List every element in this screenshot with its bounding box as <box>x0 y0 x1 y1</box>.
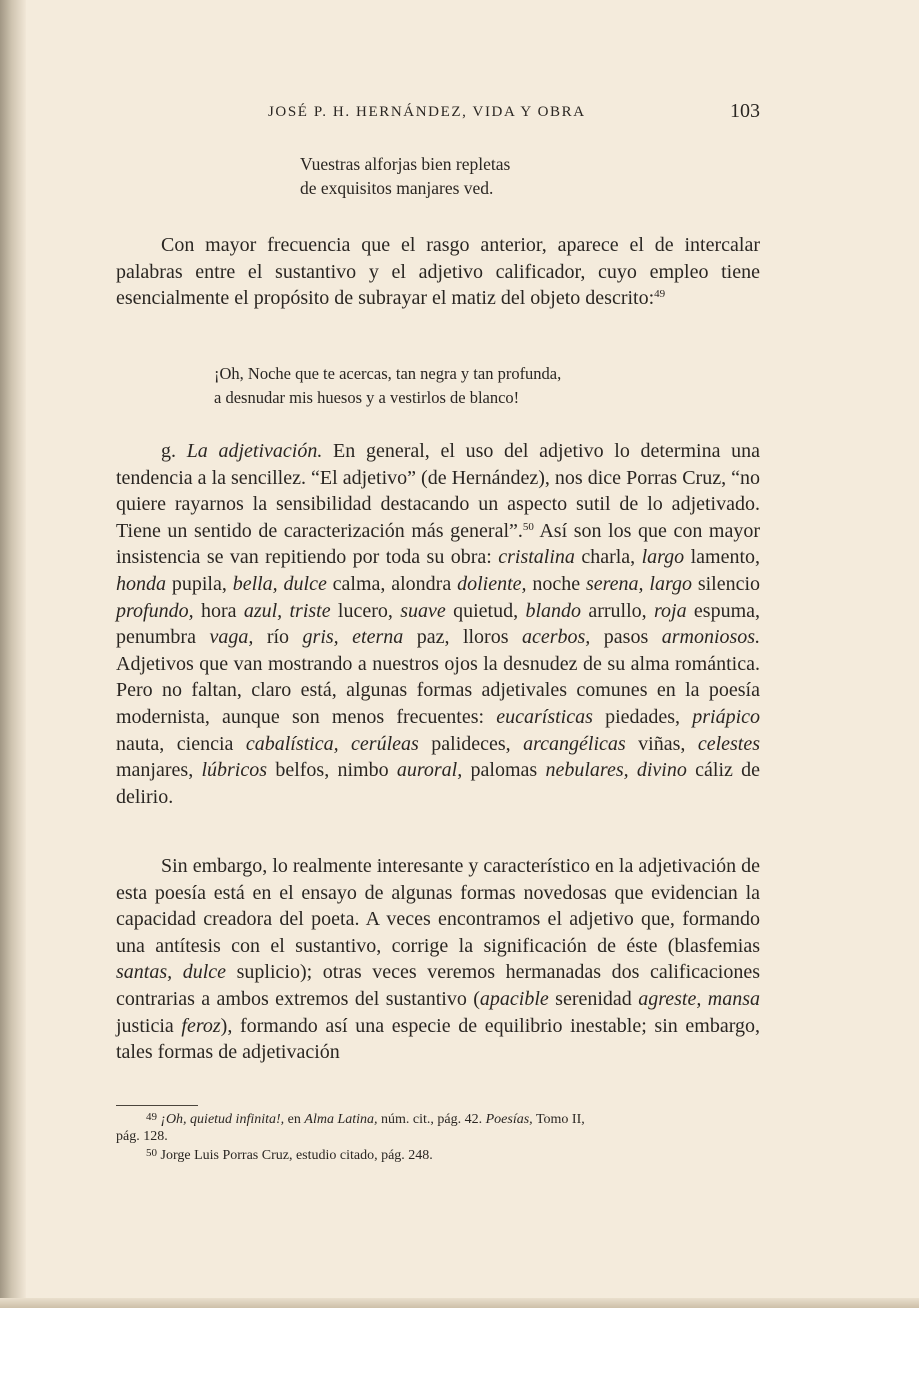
running-head <box>0 100 919 128</box>
adjective-example: armoniosos. <box>661 626 761 649</box>
adjective-example: serena, largo <box>585 572 692 595</box>
sentence: Adjetivos que van mostrando a nuestros ojos la desnudez de su alma romántica. Pero no faltan, claro está, algunas formas adjetivales comunes en la poesía modernista, aunque son menos frecuentes: <box>116 652 760 728</box>
noun-text: hora <box>200 599 237 622</box>
verse-line: de exquisitos manjares ved. <box>300 178 494 198</box>
adjective-example: santas, dulce <box>116 961 227 984</box>
adjective-example: vaga, <box>209 626 254 649</box>
paragraph-text: Con mayor frecuencia que el rasgo anterior, aparece el de intercalar palabras entre el sustantivo y el adjetivo calificador, cuyo empleo tiene esencialmente el propósito de subrayar el matiz del objeto descrito: <box>116 234 760 310</box>
noun-text: serenidad <box>555 987 632 1010</box>
adjective-example: cristalina <box>498 546 575 569</box>
page-gutter-shadow <box>0 0 26 1381</box>
verse-line: a desnudar mis huesos y a vestirlos de blanco! <box>214 388 520 407</box>
verse-quote-2 <box>214 362 734 410</box>
scan-background <box>0 1308 919 1381</box>
noun-text: silencio <box>697 572 761 595</box>
noun-text: pupila, <box>171 572 227 595</box>
adjective-example: agreste, mansa <box>638 987 760 1010</box>
noun-text: palomas <box>470 759 538 782</box>
footnote-ref-49: 49 <box>654 288 666 301</box>
running-title: JOSÉ P. H. HERNÁNDEZ, VIDA Y OBRA <box>268 104 586 120</box>
adjective-example: acerbos, <box>521 626 591 649</box>
noun-text: arrullo, <box>588 599 647 622</box>
noun-text: noche <box>532 572 581 595</box>
adjective-example: cabalística, cerúleas <box>245 732 419 755</box>
footnote-49 <box>116 1109 760 1145</box>
footnote-50 <box>116 1145 760 1164</box>
sentence: suplicio); otras veces veremos hermanadas dos calificaciones contrarias a ambos extremos del sustantivo ( <box>116 961 760 1010</box>
adjective-example: nebulares, divino <box>545 759 687 782</box>
adjective-example: roja <box>653 599 687 622</box>
footnote-text: núm. cit., pág. 42. <box>381 1112 483 1127</box>
verse-line: Vuestras alforjas bien repletas <box>300 154 511 174</box>
page-number: 103 <box>730 100 760 122</box>
adjective-example: doliente, <box>457 572 527 595</box>
noun-text: belfos, nimbo <box>275 759 389 782</box>
noun-text: piedades, <box>605 705 681 728</box>
noun-text: espuma, penumbra <box>116 599 760 649</box>
adjective-example: largo <box>641 546 685 569</box>
adjective-example: honda <box>116 572 166 595</box>
section-title: La adjetivación. <box>186 440 323 462</box>
adjective-example: priápico <box>692 705 761 728</box>
adjective-example: blando <box>525 599 581 622</box>
footnote-text: Jorge Luis Porras Cruz, estudio citado, pág. 248. <box>160 1148 433 1163</box>
footnote-title: ¡Oh, quietud infinita!, <box>160 1112 285 1127</box>
adjective-example: arcangélicas <box>523 732 626 755</box>
noun-text: cáliz de delirio. <box>116 759 761 808</box>
footnote-text: Tomo II, <box>535 1112 585 1127</box>
footnote-title: Alma Latina, <box>304 1112 378 1127</box>
noun-text: viñas, <box>638 732 686 755</box>
footnote-number: 49 <box>146 1111 157 1123</box>
noun-text: manjares, <box>116 759 194 782</box>
footnote-number: 50 <box>146 1147 157 1159</box>
footnote-text: pág. 128. <box>116 1129 168 1144</box>
adjective-example: lúbricos <box>201 759 268 782</box>
noun-text: charla, <box>581 546 636 569</box>
adjective-example: eucarísticas <box>496 705 593 728</box>
noun-text: justicia <box>116 1014 174 1037</box>
noun-text: paz, lloros <box>416 626 509 649</box>
sentence: En general, el uso del adjetivo lo determina una tendencia a la sencillez. “El adjetivo” (de Hernández), nos dice Porras Cruz, “no quiere rayarnos la sensibilidad destacando un aspecto sutil de lo adjetivado. Tiene un sentido de caracterización más general”. <box>116 440 761 542</box>
noun-text: pasos <box>603 626 649 649</box>
verse-line: ¡Oh, Noche que te acercas, tan negra y tan profunda, <box>214 364 562 383</box>
noun-text: lamento, <box>690 546 761 569</box>
noun-text: nauta, ciencia <box>116 732 234 755</box>
footnote-ref-50: 50 <box>522 520 534 533</box>
adjective-example: auroral, <box>396 759 463 782</box>
sentence: Sin embargo, lo realmente interesante y característico en la adjetivación de esta poesía está en el ensayo de algunas formas novedosas que evidencian la capacidad creadora del poeta. A veces encontramos el adjetivo que, formando una antítesis con el sustantivo, corrige la significación de éste (blasfemias <box>116 855 760 957</box>
noun-text: calma, alondra <box>332 572 452 595</box>
sentence: ), formando así una especie de equilibrio inestable; sin embargo, tales formas de adjetivación <box>116 1014 760 1064</box>
adjective-example: feroz <box>181 1014 221 1037</box>
adjective-example: apacible <box>479 987 549 1010</box>
paragraph-intercalation <box>116 232 760 312</box>
adjective-example: bella, dulce <box>232 572 327 595</box>
footnote-rule <box>116 1105 198 1106</box>
adjective-example: profundo, <box>116 599 194 622</box>
adjective-example: suave <box>400 599 446 622</box>
footnotes <box>116 1109 760 1164</box>
footnote-title: Poesías, <box>485 1112 533 1127</box>
paragraph-novel-forms <box>116 853 760 1066</box>
sentence: Así son los que con mayor insistencia se van repitiendo por toda su obra: <box>116 519 760 569</box>
section-letter: g. <box>161 440 176 462</box>
verse-quote-1 <box>300 152 720 200</box>
adjective-example: azul, triste <box>243 599 331 622</box>
noun-text: palideces, <box>431 732 511 755</box>
noun-text: quietud, <box>453 599 519 622</box>
adjective-example: gris, eterna <box>302 626 404 649</box>
footnote-text: en <box>287 1112 301 1127</box>
noun-text: lucero, <box>337 599 393 622</box>
section-g-adjetivacion <box>116 438 760 810</box>
page-bottom-edge <box>0 1298 919 1308</box>
noun-text: río <box>266 626 290 649</box>
adjective-example: celestes <box>697 732 761 755</box>
